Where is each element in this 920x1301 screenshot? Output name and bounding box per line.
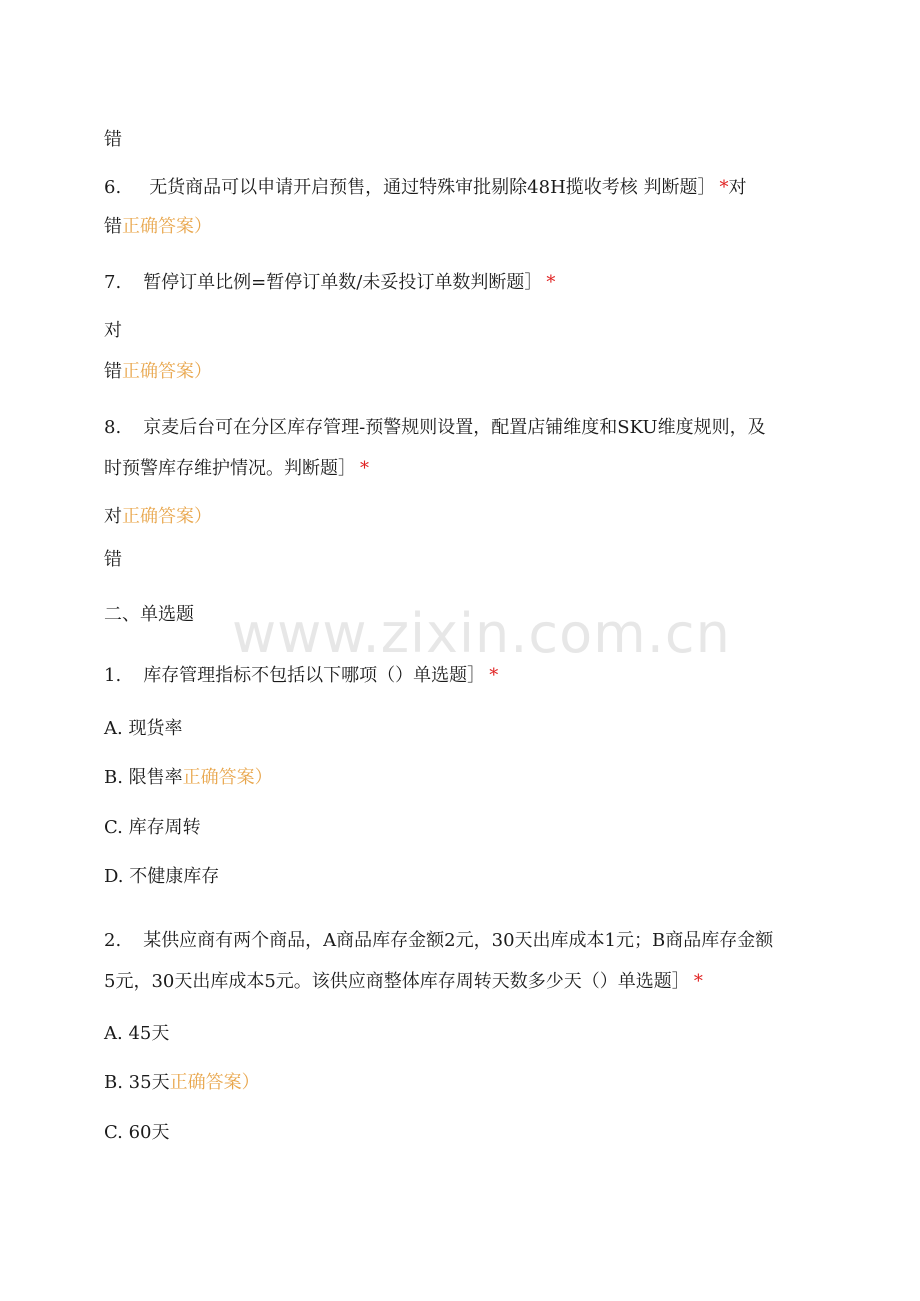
q7-text: 暂停订单比例=暂停订单数/未妥投订单数判断题］ [143,272,543,293]
s2-option-a [104,1022,169,1046]
watermark: www.zixin.com.cn [232,602,731,665]
s1-option-c [104,816,201,840]
q8-text-line2: 时预警库存维护情况。判断题］ [104,458,356,479]
q6-number: 6. [104,177,122,198]
s2-stem-line1 [104,929,773,953]
q6-correct-answer-tag: 正确答案） [122,216,212,237]
s2-option-a-text: A. 45天 [104,1023,170,1044]
q7-option-wrong-text: 错 [104,361,122,382]
q7-number: 7. [104,272,122,293]
q7-option-right [104,319,122,343]
s2-option-c-text: C. 60天 [104,1122,170,1143]
q5-option-wrong-text: 错 [104,129,122,150]
s1-number: 1. [104,665,122,686]
q5-option-wrong [104,128,122,152]
s2-text-line1: 某供应商有两个商品，A商品库存金额2元，30天出库成本1元；B商品库存金额 [143,930,774,951]
q8-stem-line1 [104,416,766,440]
s1-option-b-text: B. 限售率 [104,767,183,788]
q8-option-right-text: 对 [104,506,122,527]
q8-number: 8. [104,417,122,438]
q6-option-wrong-text: 错 [104,216,122,237]
q6-text: 无货商品可以申请开启预售，通过特殊审批剔除48H揽收考核 判断题］ [149,177,716,198]
s1-option-c-text: C. 库存周转 [104,817,201,838]
s1-correct-answer-tag: 正确答案） [182,767,273,788]
q8-correct-answer-tag: 正确答案） [122,506,212,527]
s2-correct-answer-tag: 正确答案） [169,1072,260,1093]
s1-option-a-text: A. 现货率 [104,718,183,739]
s2-text-line2: 5元，30天出库成本5元。该供应商整体库存周转天数多少天（）单选题］ [104,971,690,992]
s2-number: 2. [104,930,122,951]
q7-option-right-text: 对 [104,320,122,341]
s1-option-d [104,865,219,889]
q8-stem-line2 [104,457,369,481]
s2-stem-line2 [104,970,703,994]
s1-stem [104,664,498,688]
s2-option-b [104,1071,260,1095]
s1-option-a [104,717,182,741]
s1-option-d-text: D. 不健康库存 [104,866,220,887]
s2-option-c [104,1121,169,1145]
section-heading-single-choice [104,603,194,627]
s2-required-mark: * [693,971,703,992]
s1-text: 库存管理指标不包括以下哪项（）单选题］ [143,665,486,686]
q7-stem [104,271,555,295]
q6-option-wrong [104,215,212,239]
s1-required-mark: * [489,665,499,686]
q7-correct-answer-tag: 正确答案） [122,361,212,382]
s1-option-b [104,766,273,790]
q7-option-wrong [104,360,212,384]
section-title: 二、单选题 [104,604,194,625]
q8-text-line1: 京麦后台可在分区库存管理-预警规则设置，配置店铺维度和SKU维度规则，及 [143,417,766,438]
q7-required-mark: * [546,272,556,293]
q6-stem [104,176,747,200]
q8-required-mark: * [360,458,369,479]
q8-option-right [104,505,212,529]
q6-option-right: 对 [728,177,747,198]
q8-option-wrong-text: 错 [104,549,122,570]
s2-option-b-text: B. 35天 [104,1072,170,1093]
q8-option-wrong [104,548,122,572]
q6-required-mark: * [719,177,729,198]
